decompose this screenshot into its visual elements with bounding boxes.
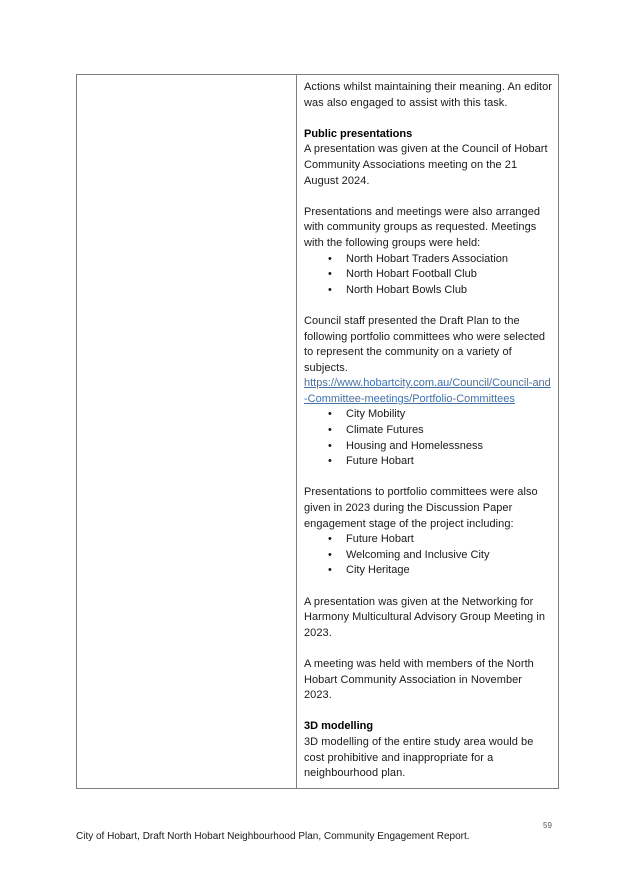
document-footer: City of Hobart, Draft North Hobart Neighbourhood Plan, Community Engagement Report.	[76, 831, 470, 842]
list-item-label: North Hobart Football Club	[346, 268, 477, 281]
list-item	[304, 252, 552, 268]
list-item-label: City Mobility	[346, 408, 406, 421]
list-community-groups	[304, 252, 552, 299]
list-item	[304, 563, 552, 579]
list-item-label: North Hobart Traders Association	[346, 252, 509, 265]
bullet-icon: •	[328, 424, 332, 437]
table-cell-left-empty	[77, 75, 297, 789]
paragraph-presentation-council: A presentation was given at the Council of Hobart Community Associations meeting on the 21 August 2024.	[304, 143, 548, 187]
list-item-label: Climate Futures	[346, 424, 424, 437]
paragraph-meeting-nhca: A meeting was held with members of the North Hobart Community Association in November 2023.	[304, 657, 534, 702]
bullet-icon: •	[328, 283, 332, 296]
paragraph-spacer	[304, 641, 552, 657]
bullet-icon: •	[328, 564, 332, 577]
paragraph-networking-harmony: A presentation was given at the Networking for Harmony Multicultural Advisory Group Meeting in 2023.	[304, 595, 546, 639]
paragraph-spacer	[304, 189, 552, 205]
list-item-label: City Heritage	[346, 564, 410, 577]
list-portfolio-2023	[304, 532, 552, 579]
bullet-icon: •	[328, 268, 332, 281]
paragraph-spacer	[304, 470, 552, 486]
list-item-label: Housing and Homelessness	[346, 439, 483, 452]
paragraph-spacer	[304, 704, 552, 720]
list-item	[304, 267, 552, 283]
heading-3d-modelling: 3D modelling	[304, 720, 374, 733]
list-item-label: Welcoming and Inclusive City	[346, 548, 490, 561]
list-item	[304, 439, 552, 455]
paragraph-spacer	[304, 579, 552, 595]
paragraph-presentations-meetings: Presentations and meetings were also arranged with community groups as requested. Meetings with the following groups were held:	[304, 205, 541, 249]
left-cell-content	[77, 75, 296, 86]
table-row	[77, 75, 559, 789]
list-item	[304, 283, 552, 299]
bullet-icon: •	[328, 408, 332, 421]
list-item	[304, 532, 552, 548]
paragraph-presentations-2023: Presentations to portfolio committees were also given in 2023 during the Discussion Paper engagement stage of the project including:	[304, 486, 538, 530]
portfolio-committees-link[interactable]: https://www.hobartcity.com.au/Council/Council-and-Committee-meetings/Portfolio-Committees	[304, 377, 551, 405]
list-item-label: North Hobart Bowls Club	[346, 283, 468, 296]
list-item	[304, 407, 552, 423]
heading-public-presentations: Public presentations	[304, 127, 413, 140]
paragraph-continued: Actions whilst maintaining their meaning. An editor was also engaged to assist with this task.	[304, 81, 552, 109]
bullet-icon: •	[328, 455, 332, 468]
content-table	[76, 74, 559, 789]
paragraph-3d-modelling: 3D modelling of the entire study area would be cost prohibitive and inappropriate for a neighbourhood plan.	[304, 735, 534, 780]
paragraph-council-staff: Council staff presented the Draft Plan to the following portfolio committees who were selected to represent the community on a variety of subjects.	[304, 314, 546, 374]
bullet-icon: •	[328, 548, 332, 561]
list-portfolio-committees	[304, 407, 552, 469]
paragraph-spacer	[304, 111, 552, 127]
page-number: 59	[543, 821, 552, 830]
bullet-icon: •	[328, 252, 332, 265]
list-item-label: Future Hobart	[346, 533, 414, 546]
table-cell-right-content	[297, 75, 559, 789]
paragraph-spacer	[304, 298, 552, 314]
bullet-icon: •	[328, 439, 332, 452]
right-cell-content	[297, 75, 558, 788]
list-item-label: Future Hobart	[346, 455, 414, 468]
bullet-icon: •	[328, 533, 332, 546]
list-item	[304, 548, 552, 564]
list-item	[304, 454, 552, 470]
list-item	[304, 423, 552, 439]
